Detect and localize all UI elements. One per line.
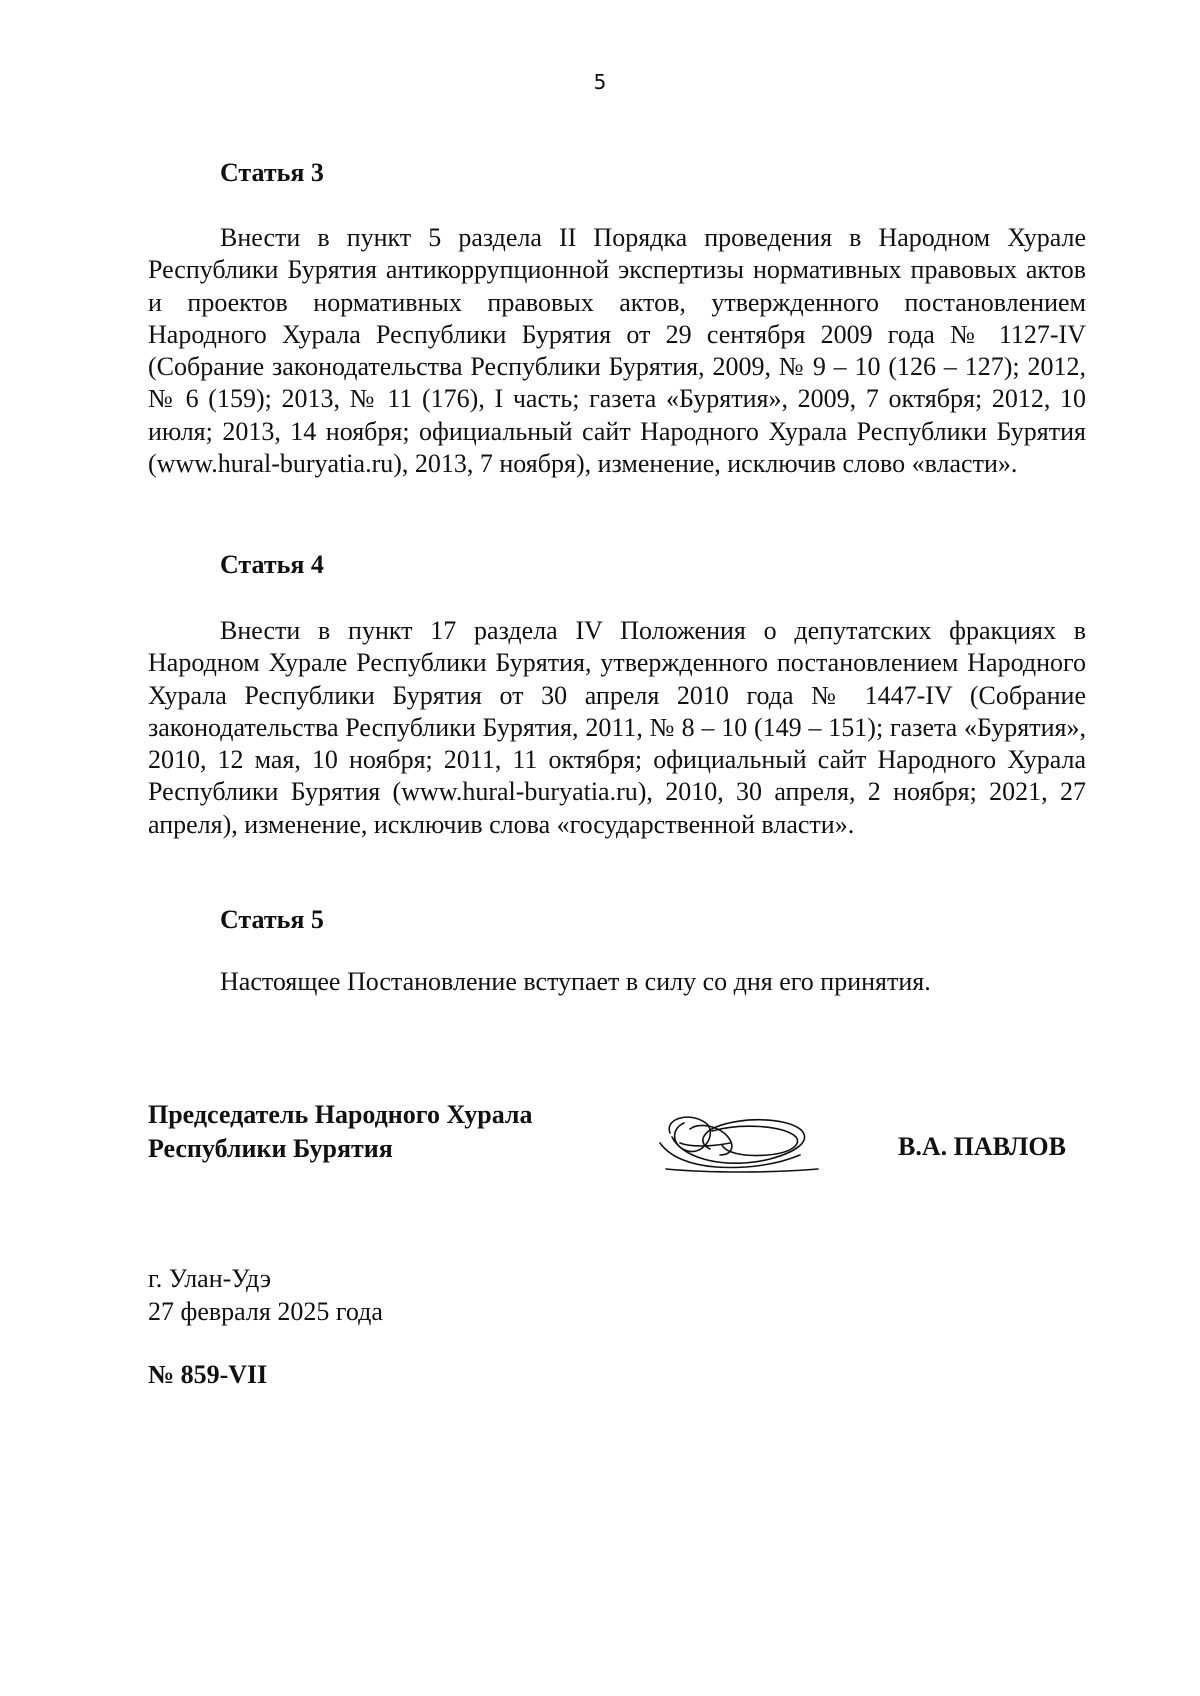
place: г. Улан-Удэ bbox=[148, 1264, 272, 1293]
document-number: № 859-VII bbox=[148, 1360, 268, 1389]
article-5-text: Настоящее Постановление вступает в силу со дня его принятия. bbox=[220, 967, 931, 996]
signer-position-line-2: Республики Бурятия bbox=[148, 1134, 393, 1163]
article-4-heading: Статья 4 bbox=[220, 550, 324, 579]
place-and-date bbox=[148, 1262, 383, 1328]
handwritten-signature bbox=[650, 1103, 830, 1175]
date: 27 февраля 2025 года bbox=[148, 1297, 383, 1326]
article-3-heading: Статья 3 bbox=[220, 158, 324, 187]
article-4-text: Внести в пункт 17 раздела IV Положения о депутатских фракциях в Народном Хурале Республики Бурятия, утвержденного постановлением Народного Хурала Республики Бурятия от 30 апреля 2010 года № 1447-IV (Собрание законодательства Республики Бурятия, 2011, № 8 – 10 (149 – 151); газета «Бурятия», 2010, 12 мая, 10 ноября; 2011, 11 октября; официальный сайт Народного Хурала Республики Бурятия (www.hural-buryatia.ru), 2010, 30 апреля, 2 ноября; 2021, 27 апреля), изменение, исключив слова «государственной власти». bbox=[148, 616, 1086, 839]
signer-name: В.А. ПАВЛОВ bbox=[898, 1132, 1066, 1161]
signer-position-line-1: Председатель Народного Хурала bbox=[148, 1100, 533, 1129]
article-5-heading: Статья 5 bbox=[220, 905, 324, 934]
page-number: 5 bbox=[593, 70, 607, 94]
signer-position bbox=[148, 1098, 533, 1166]
article-3-text: Внести в пункт 5 раздела II Порядка проведения в Народном Хурале Республики Бурятия антикоррупционной экспертизы нормативных правовых актов и проектов нормативных правовых актов, утвержденного постановлением Народного Хурала Республики Бурятия от 29 сентября 2009 года № 1127-IV (Собрание законодательства Республики Бурятия, 2009, № 9 – 10 (126 – 127); 2012, № 6 (159); 2013, № 11 (176), I часть; газета «Бурятия», 2009, 7 октября; 2012, 10 июля; 2013, 14 ноября; официальный сайт Народного Хурала Республики Бурятия (www.hural-buryatia.ru), 2013, 7 ноября), изменение, исключив слово «власти». bbox=[148, 223, 1086, 479]
